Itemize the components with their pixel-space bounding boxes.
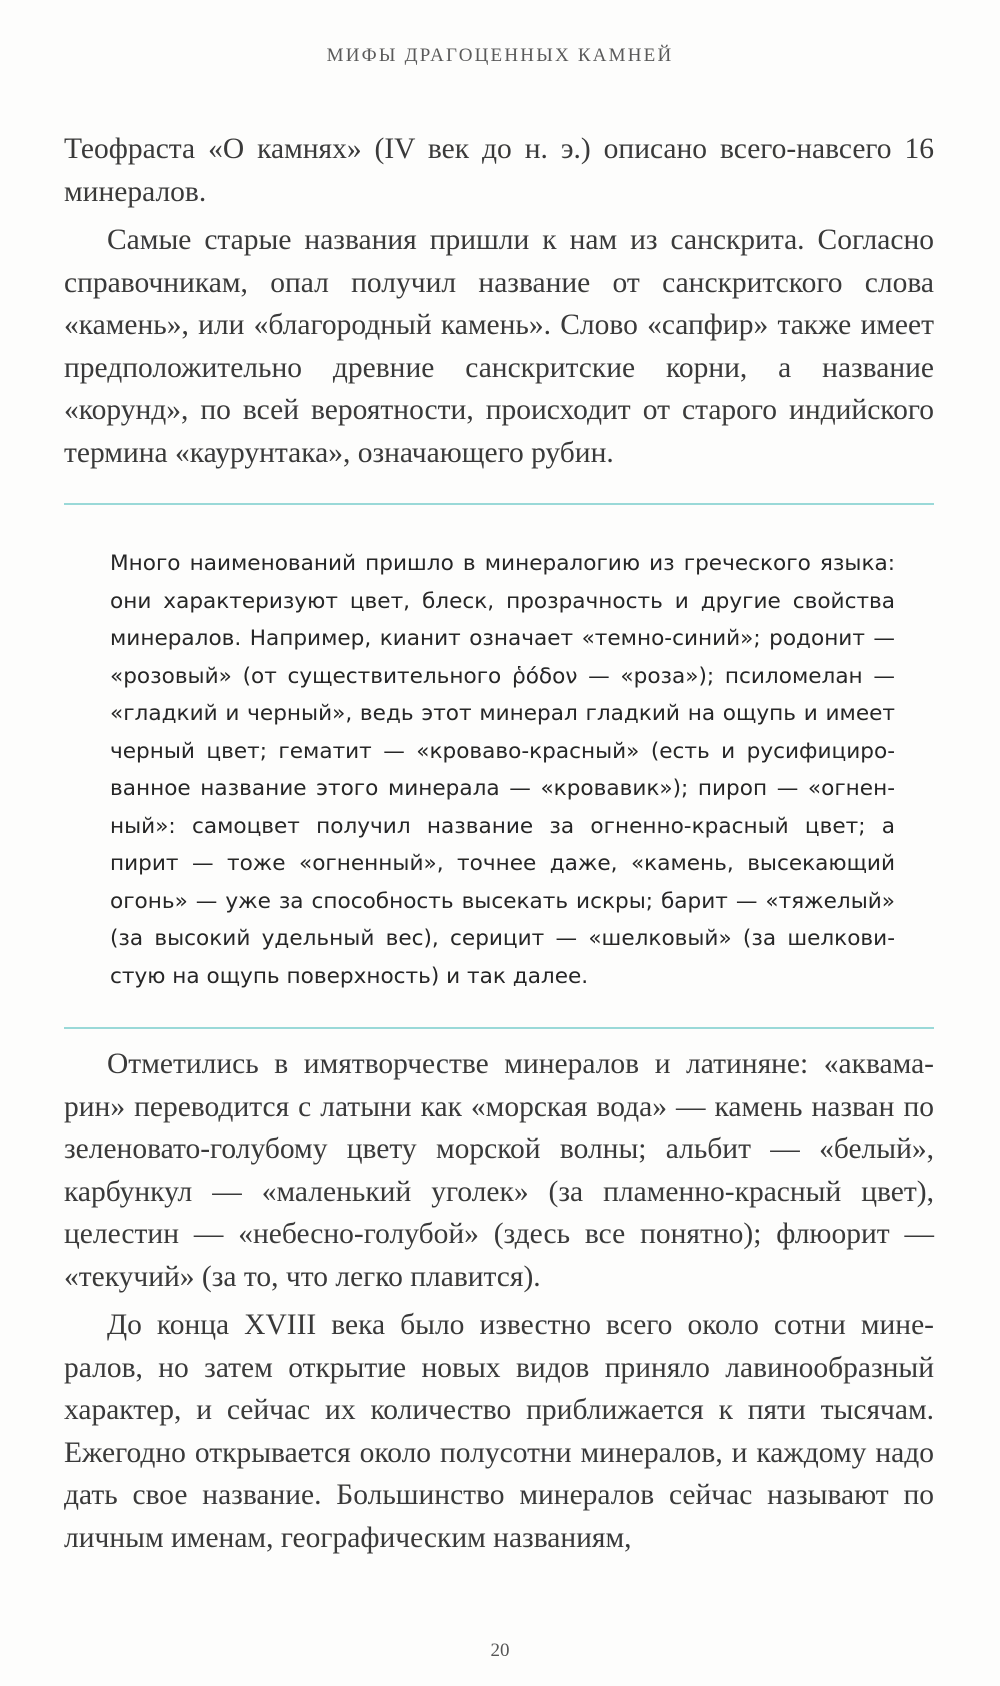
running-head: МИФЫ ДРАГОЦЕННЫХ КАМНЕЙ (326, 45, 674, 66)
paragraph-continuation: Теофраста «О камнях» (IV век до н. э.) описано всего-навсего 16 минералов. (64, 133, 934, 208)
sidebar-bottom-rule (64, 1027, 934, 1029)
sidebar-top-rule (64, 503, 934, 505)
main-text-top (64, 128, 934, 474)
paragraph-latin: Отметились в имятворчестве минералов и латиняне: «аквамарин» переводится с латыни как «морская вода» — камень назван по зеленовато-голубому цвету морской волны; альбит — «белый», карбункул — «маленький уголек» (за пламенно-красный цвет), целестин — «небесно-голубой» (здесь все понятно); флюорит — «текучий» (за то, что легко плавится). (64, 1048, 934, 1293)
paragraph-modern: До конца XVIII века было известно всего около сотни минералов, но затем открытие новых видов приняло лавинообразный характер, и сейчас их количество приближается к пяти тысячам. Ежегодно открывается около полусотни минералов, и каждому надо дать свое название. Большинство минералов сейчас называют по личным именам, географическим названиям, (64, 1309, 934, 1554)
sidebar-box (110, 545, 895, 995)
page-number: 20 (490, 1640, 510, 1661)
sidebar-paragraph: Много наименований пришло в минералогию из греческого языка: они характеризуют цвет, блеск, прозрачность и другие свойства минералов. Например, кианит означает «темно-синий»; родонит — «розовый» (от существительного ῥόδον — «роза»); псиломелан — «гладкий и черный», ведь этот минерал гладкий на ощупь и имеет черный цвет; гематит — «кроваво-красный» (есть и русифицированное название этого минерала — «кровавик»); пироп — «огненный»: самоцвет получил название за огненно-красный цвет; а пирит — тоже «огненный», точнее даже, «камень, высекающий огонь» — уже за способность высекать искры; барит — «тяжелый» (за высокий удельный вес), серицит — «шелковый» (за шелковистую на ощупь поверхность) и так далее. (110, 551, 895, 989)
main-text-bottom (64, 1043, 934, 1559)
paragraph-sanskrit: Самые старые названия пришли к нам из санскрита. Согласно справочникам, опал получил название от санскритского слова «камень», или «благородный камень». Слово «сапфир» также имеет предположительно древние санскритские корни, а название «корунд», по всей вероятности, происходит от старого индийского термина «каурунтака», означающего рубин. (64, 224, 934, 469)
